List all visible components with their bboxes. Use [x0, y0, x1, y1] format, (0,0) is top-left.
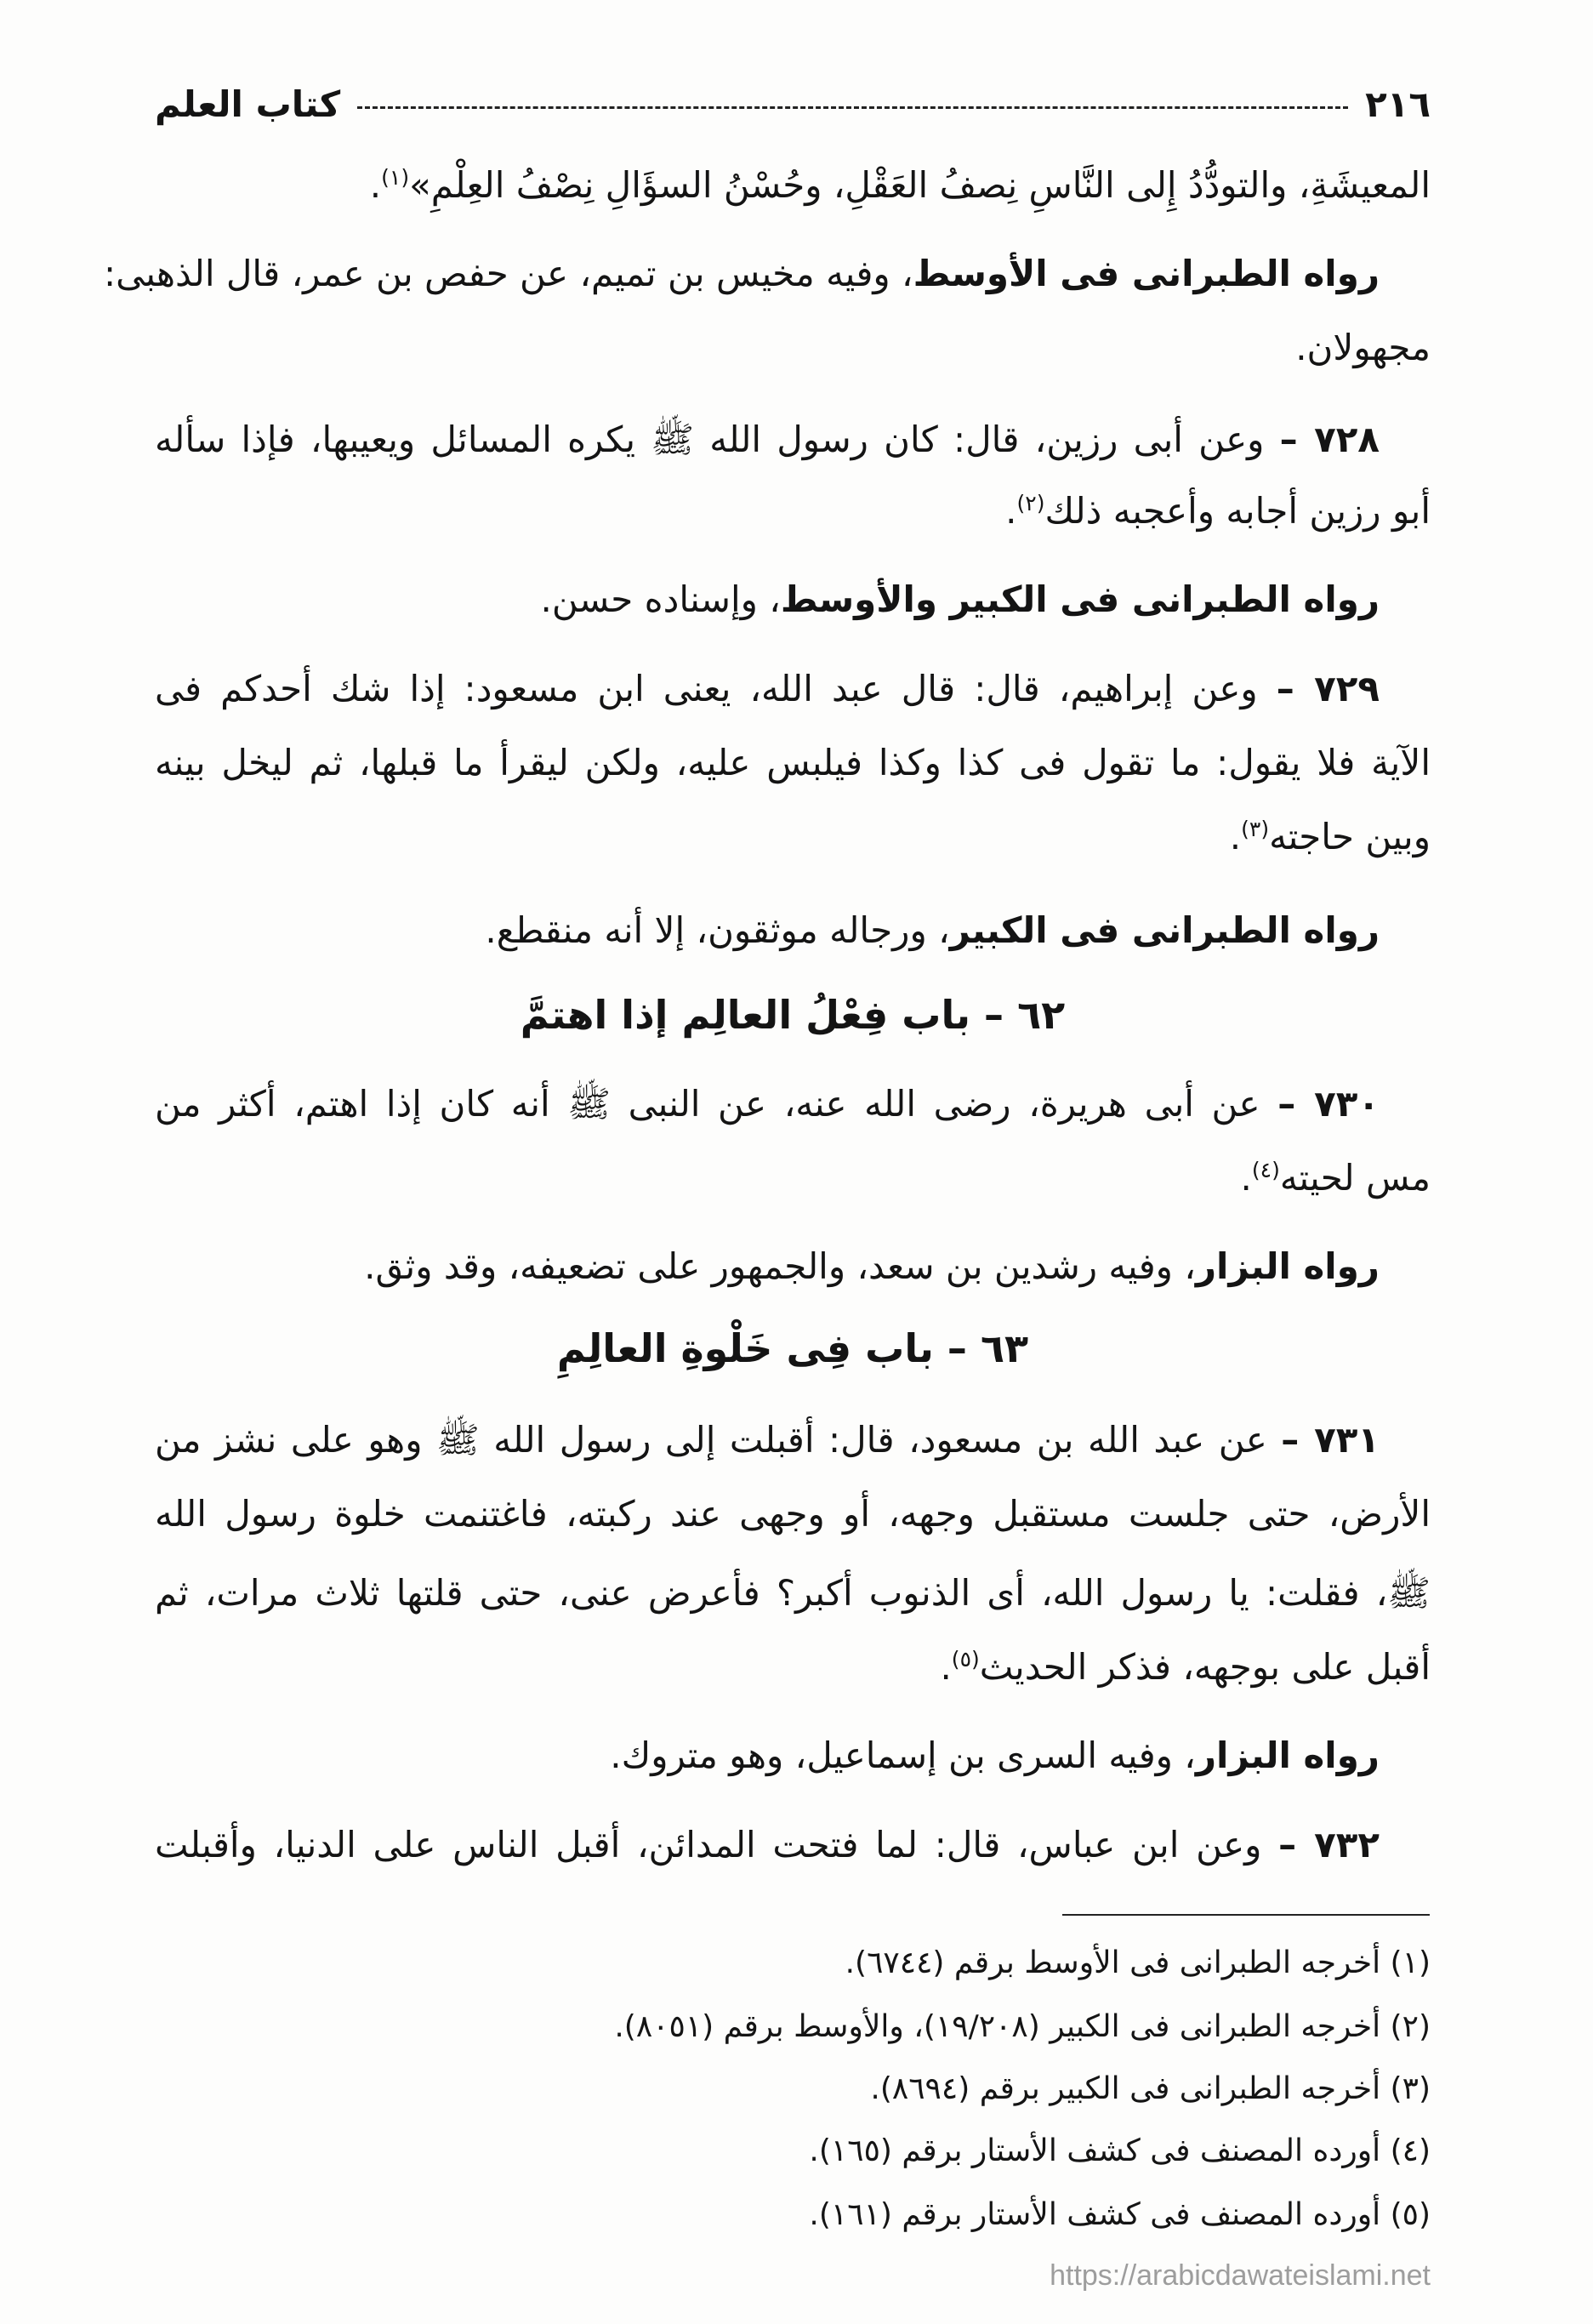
page-header [155, 78, 1431, 129]
header-rule [357, 106, 1348, 109]
chapter-heading: ٦٢ – باب فِعْلُ العالِم إذا اهتمَّ [520, 992, 1066, 1038]
hadith-number: ٧٣٢ – [1278, 1824, 1380, 1865]
text-line [155, 314, 1431, 382]
line-tail: . [369, 164, 382, 206]
text-line [155, 803, 1431, 871]
text-line [155, 1233, 1431, 1301]
line-tail: . [940, 1646, 952, 1688]
line-text: وعن أبى رزين، قال: كان رسول الله ﷺ يكره المسائل ويعيبها، فإذا سأله [155, 419, 1280, 460]
line-text: ، وفيه مخيس بن تميم، عن حفص بن عمر، قال الذهبى: [104, 253, 913, 294]
line-tail: . [1240, 1157, 1252, 1199]
text-line [155, 1480, 1431, 1548]
text-line [155, 1070, 1431, 1138]
chapter-heading: ٦٣ – باب فِى خَلْوةِ العالِمِ [556, 1325, 1029, 1371]
watermark-url: https://arabicdawateislami.net [1050, 2259, 1431, 2292]
footnote: (٥) أورده المصنف فى كشف الأستار برقم (١٦١). [809, 2197, 1431, 2232]
hadith-number: ٧٢٩ – [1276, 668, 1380, 709]
footnote-ref: (٥) [951, 1647, 980, 1672]
line-text: مجهولان. [1295, 327, 1431, 368]
text-line [155, 477, 1431, 545]
line-text: وعن ابن عباس، قال: لما فتحت المدائن، أقبل الناس على الدنيا، وأقبلت [155, 1824, 1279, 1865]
footnote: (٤) أورده المصنف فى كشف الأستار برقم (١٦٥). [809, 2133, 1431, 2168]
footnote: (٣) أخرجه الطبرانى فى الكبير برقم (٨٦٩٤). [870, 2071, 1431, 2106]
text-line [155, 566, 1431, 634]
line-tail: . [1005, 490, 1017, 532]
line-text: ، وإسناده حسن. [540, 578, 781, 620]
line-text: ، ورجاله موثقون، إلا أنه منقطع. [485, 909, 950, 951]
line-text: الآية فلا يقول: ما تقول فى كذا وكذا فيلبس عليه، ولكن ليقرأ ما قبلها، ثم ليخل بينه [155, 742, 1431, 783]
footnote: (١) أخرجه الطبرانى فى الأوسط برقم (٦٧٤٤). [845, 1945, 1431, 1980]
source-attribution: رواه البزار [1195, 1245, 1380, 1287]
line-text: وبين حاجته [1269, 816, 1431, 857]
hadith-number: ٧٢٨ – [1279, 419, 1380, 460]
text-line [155, 151, 1431, 219]
line-text: عن أبى هريرة، رضى الله عنه، عن النبى ﷺ أنه كان إذا اهتم، أكثر من [155, 1083, 1278, 1125]
source-attribution: رواه الطبرانى فى الأوسط [913, 253, 1380, 294]
book-title: كتاب العلم [155, 83, 341, 125]
text-line [155, 729, 1431, 797]
hadith-number: ٧٣١ – [1281, 1419, 1380, 1461]
footnote-ref: (١) [381, 165, 410, 190]
text-line [155, 1633, 1431, 1701]
line-text: المعيشَةِ، والتودُّدُ إِلى النَّاسِ نِصفُ العَقْلِ، وحُسْنُ السؤَالِ نِصْفُ العِلْمِ» [409, 164, 1431, 206]
text-line [104, 240, 1431, 308]
text-line [155, 1811, 1431, 1879]
line-text: وعن إبراهيم، قال: قال عبد الله، يعنى ابن مسعود: إذا شك أحدكم فى [155, 668, 1277, 709]
line-text: ، وفيه السرى بن إسماعيل، وهو متروك. [610, 1734, 1196, 1776]
footnote-ref: (٣) [1241, 817, 1270, 841]
text-line [155, 1144, 1431, 1212]
line-text: مس لحيته [1279, 1157, 1431, 1199]
source-attribution: رواه الطبرانى فى الكبير والأوسط [780, 578, 1380, 620]
text-line [155, 1559, 1431, 1627]
text-line [155, 1406, 1431, 1474]
text-line [155, 1722, 1431, 1790]
footnote-ref: (٢) [1016, 491, 1045, 515]
line-text: ﷺ، فقلت: يا رسول الله، أى الذنوب أكبر؟ فأعرض عنى، حتى قلتها ثلاث مرات، ثم [155, 1572, 1431, 1614]
source-attribution: رواه البزار [1195, 1734, 1380, 1776]
line-tail: . [1229, 816, 1242, 857]
line-text: أبو رزين أجابه وأعجبه ذلك [1044, 490, 1431, 532]
text-line [155, 897, 1431, 965]
line-text: عن عبد الله بن مسعود، قال: أقبلت إلى رسول الله ﷺ وهو على نشز من [155, 1419, 1282, 1461]
hadith-number: ٧٣٠ – [1277, 1083, 1380, 1125]
text-line [155, 406, 1431, 474]
source-attribution: رواه الطبرانى فى الكبير [949, 909, 1380, 951]
footnote: (٢) أخرجه الطبرانى فى الكبير (١٩/٢٠٨)، والأوسط برقم (٨٠٥١). [614, 2009, 1431, 2044]
line-text: أقبل على بوجهه، فذكر الحديث [979, 1646, 1431, 1688]
line-text: الأرض، حتى جلست مستقبل وجهه، أو وجهى عند ركبته، فاغتنمت خلوة رسول الله [155, 1493, 1431, 1535]
line-text: ، وفيه رشدين بن سعد، والجمهور على تضعيفه، وقد وثق. [364, 1245, 1196, 1287]
footnote-separator [1062, 1914, 1430, 1916]
footnote-ref: (٤) [1251, 1158, 1280, 1182]
text-line [155, 655, 1431, 723]
page-number: ٢١٦ [1365, 83, 1431, 125]
